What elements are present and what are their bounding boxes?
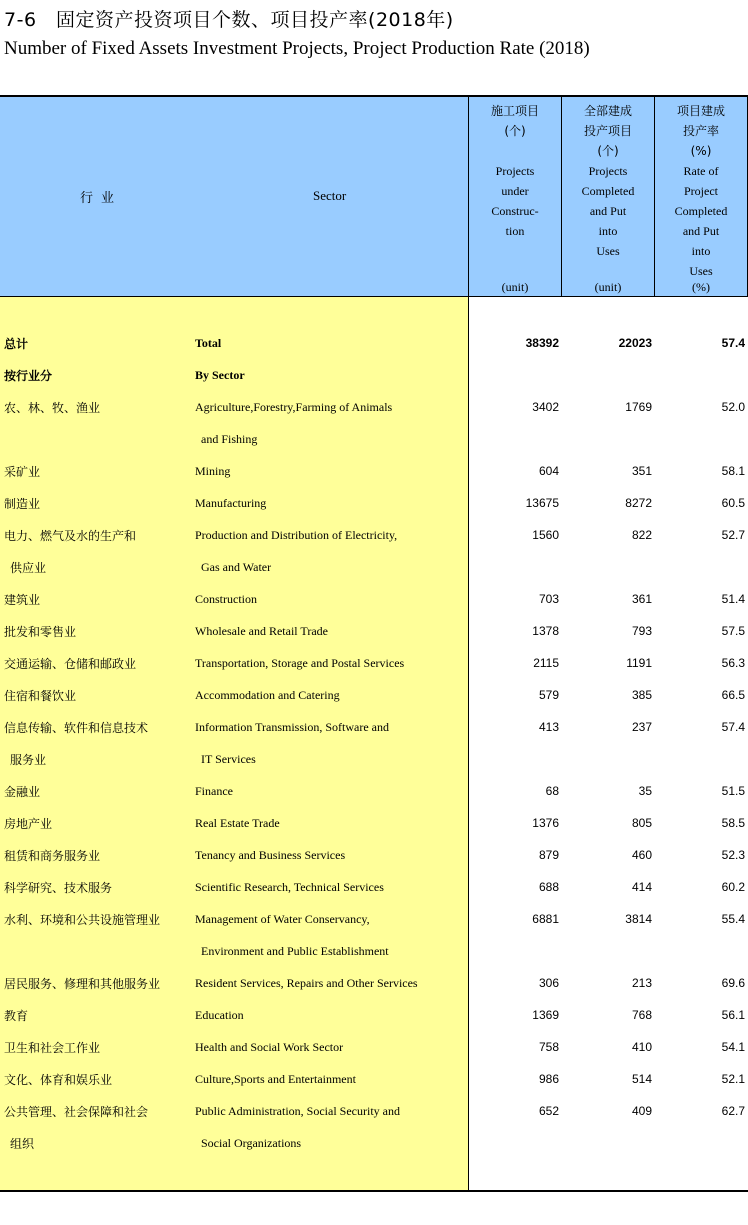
header-col1-en-2: Construc- <box>491 204 539 218</box>
completion-rate: 52.1 <box>721 1072 745 1086</box>
header-col3-en-2: Completed <box>674 204 728 218</box>
projects-completed: 514 <box>631 1072 652 1086</box>
header-col-under-construction <box>469 97 561 296</box>
bottom-rule <box>0 1190 748 1192</box>
table-row <box>0 841 748 873</box>
sector-cn: 金融业 <box>4 785 41 799</box>
sector-en: By Sector <box>195 368 245 382</box>
completion-rate: 66.5 <box>721 688 745 702</box>
completion-rate: 51.4 <box>721 592 745 606</box>
sector-cn: 信息传输、软件和信息技术 <box>4 721 149 735</box>
sector-en: Health and Social Work Sector <box>195 1040 344 1054</box>
header-col2-cn-1: 投产项目 <box>583 124 632 138</box>
sector-en: Management of Water Conservancy, <box>195 912 370 926</box>
header-col1-unit: (unit) <box>501 280 529 294</box>
projects-completed: 768 <box>631 1008 652 1022</box>
sector-cn: 住宿和餐饮业 <box>4 689 77 703</box>
header-col2-en-2: and Put <box>589 204 627 218</box>
header-col3-en-0: Rate of <box>683 164 719 178</box>
sector-en: Public Administration, Social Security and <box>195 1104 400 1118</box>
projects-under-construction: 986 <box>538 1072 559 1086</box>
sector-cn: 建筑业 <box>4 593 41 607</box>
projects-under-construction: 306 <box>538 976 559 990</box>
projects-under-construction: 879 <box>538 848 559 862</box>
projects-under-construction: 579 <box>538 688 559 702</box>
sector-en: IT Services <box>201 752 256 766</box>
completion-rate: 69.6 <box>721 976 745 990</box>
sector-cn: 采矿业 <box>4 465 41 479</box>
header-col2-unit: (unit) <box>594 280 622 294</box>
projects-under-construction: 3402 <box>532 400 559 414</box>
header-col-rate <box>655 97 747 296</box>
sector-cn: 文化、体育和娱乐业 <box>4 1073 113 1087</box>
table-row <box>0 329 748 361</box>
sector-cn: 房地产业 <box>4 817 53 831</box>
projects-under-construction: 1560 <box>532 528 559 542</box>
projects-completed: 1769 <box>625 400 652 414</box>
projects-completed: 213 <box>631 976 652 990</box>
table-row <box>0 1001 748 1033</box>
header-col2-en-0: Projects <box>588 164 628 178</box>
projects-completed: 361 <box>631 592 652 606</box>
header-col3-unit: (%) <box>692 280 710 294</box>
header-col3-en-4: into <box>691 244 711 258</box>
table-row <box>0 873 748 905</box>
header-sector-en: Sector <box>313 188 347 203</box>
table-row <box>0 425 748 457</box>
header-col3-cn-0: 项目建成 <box>676 104 725 118</box>
sector-en: Education <box>195 1008 244 1022</box>
completion-rate: 55.4 <box>721 912 745 926</box>
sector-en: Accommodation and Catering <box>195 688 340 702</box>
sector-cn: 科学研究、技术服务 <box>4 881 113 895</box>
sector-cn: 教育 <box>4 1009 29 1023</box>
sector-cn: 服务业 <box>10 753 47 767</box>
table-row <box>0 585 748 617</box>
sector-en: Finance <box>195 784 233 798</box>
table-row <box>0 649 748 681</box>
projects-completed: 822 <box>631 528 652 542</box>
sector-en: Resident Services, Repairs and Other Services <box>195 976 418 990</box>
header-sector-cn: 行业 <box>80 191 123 206</box>
table-row <box>0 681 748 713</box>
completion-rate: 58.5 <box>721 816 745 830</box>
header-col1-en-0: Projects <box>495 164 535 178</box>
completion-rate: 56.3 <box>721 656 745 670</box>
header-col2-en-1: Completed <box>581 184 635 198</box>
table-row <box>0 617 748 649</box>
projects-under-construction: 1378 <box>532 624 559 638</box>
table-row <box>0 1033 748 1065</box>
completion-rate: 57.4 <box>721 720 745 734</box>
projects-completed: 35 <box>638 784 652 798</box>
sector-en: Total <box>195 336 222 350</box>
sector-cn: 居民服务、修理和其他服务业 <box>4 977 161 991</box>
sector-en: Manufacturing <box>195 496 267 510</box>
completion-rate: 52.7 <box>721 528 745 542</box>
sector-cn: 制造业 <box>4 497 41 511</box>
projects-completed: 385 <box>631 688 652 702</box>
sector-en: Transportation, Storage and Postal Services <box>195 656 405 670</box>
completion-rate: 51.5 <box>721 784 745 798</box>
projects-completed: 1191 <box>626 656 652 670</box>
sector-en: Production and Distribution of Electricity, <box>195 528 398 542</box>
table-row <box>0 777 748 809</box>
sector-en: Information Transmission, Software and <box>195 720 389 734</box>
header-col3-cn-1: 投产率 <box>682 124 719 138</box>
sector-en: Tenancy and Business Services <box>195 848 346 862</box>
projects-under-construction: 758 <box>538 1040 559 1054</box>
projects-under-construction: 13675 <box>525 496 559 510</box>
projects-under-construction: 2115 <box>533 656 559 670</box>
projects-completed: 410 <box>631 1040 652 1054</box>
table-row <box>0 937 748 969</box>
table-row <box>0 809 748 841</box>
header-col3-cn-2: (%) <box>690 144 712 158</box>
projects-completed: 414 <box>631 880 652 894</box>
header-col1-cn-0: 施工项目 <box>490 104 539 118</box>
projects-under-construction: 604 <box>538 464 559 478</box>
projects-completed: 793 <box>631 624 652 638</box>
table-row <box>0 521 748 553</box>
completion-rate: 54.1 <box>721 1040 745 1054</box>
sector-cn: 卫生和社会工作业 <box>4 1041 101 1055</box>
header-col2-cn-2: (个) <box>597 144 619 158</box>
projects-under-construction: 703 <box>538 592 559 606</box>
completion-rate: 56.1 <box>721 1008 745 1022</box>
table-row <box>0 713 748 745</box>
sector-en: Mining <box>195 464 231 478</box>
sector-en: Gas and Water <box>201 560 272 574</box>
projects-completed: 351 <box>631 464 652 478</box>
projects-under-construction: 652 <box>538 1104 559 1118</box>
sector-cn: 水利、环境和公共设施管理业 <box>4 913 161 927</box>
sector-en: Culture,Sports and Entertainment <box>195 1072 356 1086</box>
completion-rate: 58.1 <box>721 464 745 478</box>
sector-en: Social Organizations <box>201 1136 302 1150</box>
table-row <box>0 969 748 1001</box>
projects-under-construction: 68 <box>545 784 559 798</box>
sector-en: Scientific Research, Technical Services <box>195 880 384 894</box>
sector-en: Construction <box>195 592 257 606</box>
sector-en: Wholesale and Retail Trade <box>195 624 328 638</box>
projects-under-construction: 6881 <box>532 912 559 926</box>
sector-en: Agriculture,Forestry,Farming of Animals <box>195 400 393 414</box>
header-col1-en-1: under <box>501 184 529 198</box>
sector-cn: 总计 <box>4 337 29 351</box>
table-row <box>0 905 748 937</box>
table-row <box>0 1065 748 1097</box>
table-row <box>0 457 748 489</box>
table-row <box>0 361 748 393</box>
projects-completed: 460 <box>631 848 652 862</box>
table-row <box>0 553 748 585</box>
projects-completed: 409 <box>631 1104 652 1118</box>
header-col3-en-1: Project <box>684 184 718 198</box>
sector-en: and Fishing <box>201 432 258 446</box>
header-col3-en-3: and Put <box>682 224 720 238</box>
projects-under-construction: 1376 <box>532 816 559 830</box>
sector-cn: 供应业 <box>10 561 47 575</box>
projects-under-construction: 688 <box>538 880 559 894</box>
header-col2-en-3: into <box>598 224 618 238</box>
completion-rate: 57.4 <box>721 336 745 350</box>
completion-rate: 62.7 <box>721 1104 745 1118</box>
projects-under-construction: 1369 <box>532 1008 559 1022</box>
sector-en: Real Estate Trade <box>195 816 280 830</box>
table-title-cn: 7-6 固定资产投资项目个数、项目投产率(2018年) <box>4 9 454 31</box>
projects-completed: 3814 <box>625 912 652 926</box>
completion-rate: 52.3 <box>721 848 745 862</box>
sector-cn: 公共管理、社会保障和社会 <box>4 1105 149 1119</box>
table-row <box>0 489 748 521</box>
projects-under-construction: 413 <box>538 720 559 734</box>
sector-cn: 批发和零售业 <box>4 625 77 639</box>
sector-cn: 组织 <box>10 1137 35 1151</box>
completion-rate: 57.5 <box>721 624 745 638</box>
table-body <box>0 329 748 1161</box>
completion-rate: 60.5 <box>721 496 745 510</box>
table-row <box>0 1097 748 1129</box>
sector-cn: 按行业分 <box>4 369 53 383</box>
sector-cn: 交通运输、仓储和邮政业 <box>4 657 137 671</box>
sector-cn: 租赁和商务服务业 <box>4 849 101 863</box>
table-row <box>0 393 748 425</box>
sector-cn: 电力、燃气及水的生产和 <box>4 529 137 543</box>
projects-under-construction: 38392 <box>525 336 559 350</box>
table-row <box>0 745 748 777</box>
projects-completed: 8272 <box>625 496 652 510</box>
table-row <box>0 1129 748 1161</box>
header-col-completed <box>562 97 654 296</box>
sector-en: Environment and Public Establishment <box>201 944 389 958</box>
header-col3-en-5: Uses <box>689 264 713 278</box>
header-col2-cn-0: 全部建成 <box>583 104 632 118</box>
completion-rate: 60.2 <box>721 880 745 894</box>
header-col2-en-4: Uses <box>596 244 620 258</box>
table-title-en: Number of Fixed Assets Investment Projects, Project Production Rate (2018) <box>4 38 590 59</box>
projects-completed: 22023 <box>618 336 652 350</box>
header-col1-cn-1: (个) <box>504 124 526 138</box>
sector-cn: 农、林、牧、渔业 <box>4 401 101 415</box>
completion-rate: 52.0 <box>721 400 745 414</box>
projects-completed: 805 <box>631 816 652 830</box>
projects-completed: 237 <box>631 720 652 734</box>
header-col1-en-3: tion <box>505 224 525 238</box>
